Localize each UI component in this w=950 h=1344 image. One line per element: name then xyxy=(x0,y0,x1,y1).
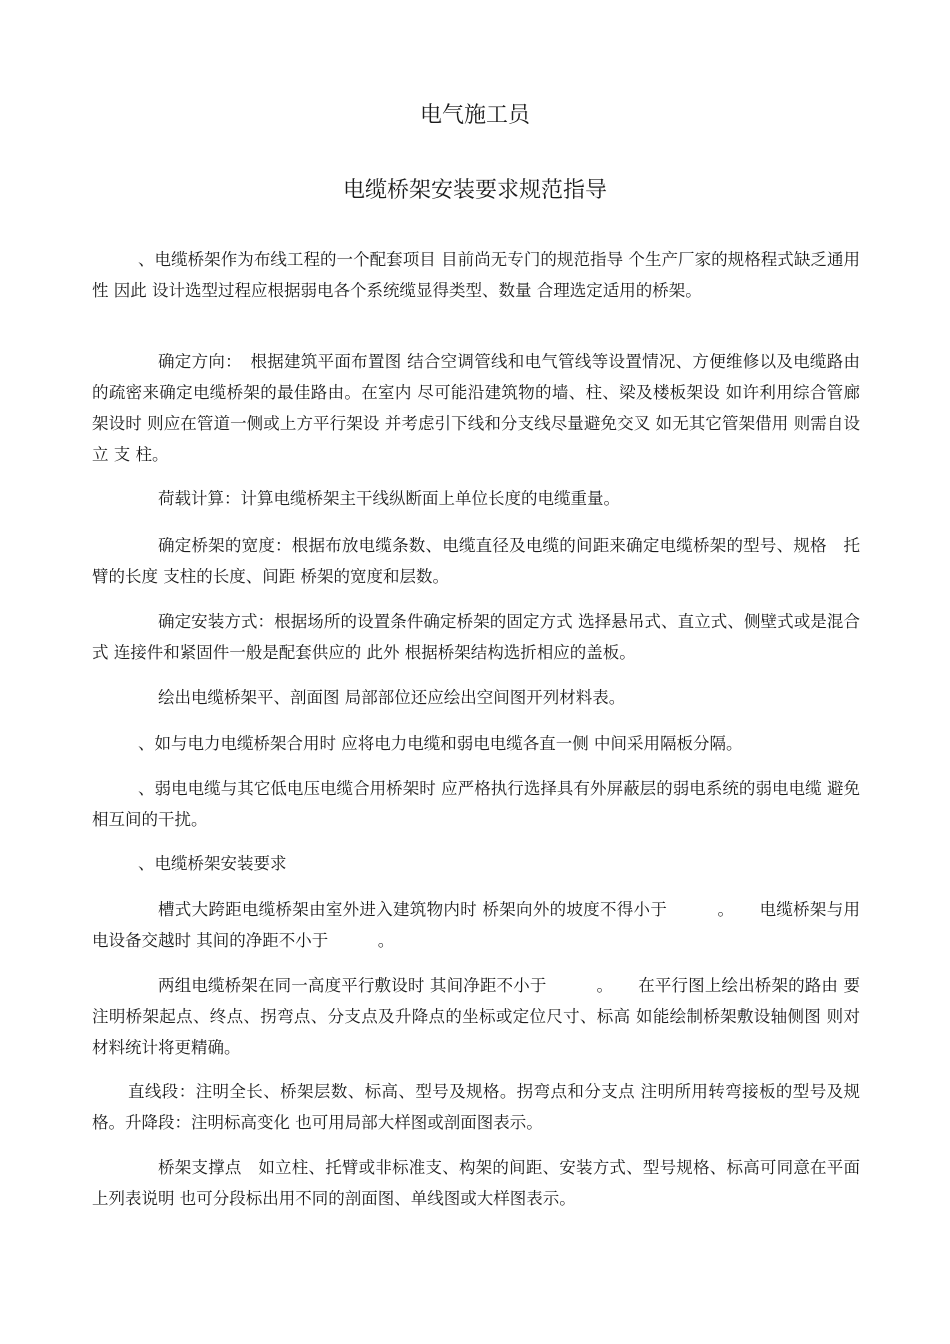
paragraph-2: 确定方向： 根据建筑平面布置图 结合空调管线和电气管线等设置情况、方便维修以及电缆路由的疏密来确定电缆桥架的最佳路由。在室内 尽可能沿建筑物的墙、柱、梁及楼板架设 如许利用综合管廊架设时 则应在管道一侧或上方平行架设 并考虑引下线和分支线尽量避免交叉 如无其它管架借用 则需自设立 支 柱。 xyxy=(92,352,860,464)
paragraph-3: 荷载计算：计算电缆桥架主干线纵断面上单位长度的电缆重量。 xyxy=(158,489,620,508)
paragraph-1: 、电缆桥架作为布线工程的一个配套项目 目前尚无专门的规范指导 个生产厂家的规格程式缺乏通用性 因此 设计选型过程应根据弱电各个系统缆显得类型、数量 合理选定适用的桥架。 xyxy=(92,250,860,300)
page-title: 电气施工员 xyxy=(419,103,530,128)
paragraph-10: 槽式大跨距电缆桥架由室外进入建筑物内时 桥架向外的坡度不得小于 。 电缆桥架与用电设备交越时 其间的净距不小于 。 xyxy=(92,900,860,950)
paragraph-7: 、如与电力电缆桥架合用时 应将电力电缆和弱电电缆各直一侧 中间采用隔板分隔。 xyxy=(138,734,743,753)
paragraph-11: 两组电缆桥架在同一高度平行敷设时 其间净距不小于 。 在平行图上绘出桥架的路由 要注明桥架起点、终点、拐弯点、分支点及升降点的坐标或定位尺寸、标高 如能绘制桥架敷设轴侧图 则对材料统计将更精确。 xyxy=(92,976,860,1057)
paragraph-4: 确定桥架的宽度：根据布放电缆条数、电缆直径及电缆的间距来确定电缆桥架的型号、规格 托臂的长度 支柱的长度、间距 桥架的宽度和层数。 xyxy=(92,536,860,586)
paragraph-8: 、弱电电缆与其它低电压电缆合用桥架时 应严格执行选择具有外屏蔽层的弱电系统的弱电电缆 避免相互间的干扰。 xyxy=(92,779,860,829)
paragraph-13: 桥架支撑点 如立柱、托臂或非标准支、构架的间距、安装方式、型号规格、标高可同意在平面上列表说明 也可分段标出用不同的剖面图、单线图或大样图表示。 xyxy=(92,1158,860,1208)
paragraph-9: 、电缆桥架安装要求 xyxy=(138,854,287,873)
paragraph-12: 直线段：注明全长、桥架层数、标高、型号及规格。拐弯点和分支点 注明所用转弯接板的型号及规格。升降段：注明标高变化 也可用局部大样图或剖面图表示。 xyxy=(92,1082,860,1132)
page-subtitle: 电缆桥架安装要求规范指导 xyxy=(342,178,607,203)
paragraph-5: 确定安装方式：根据场所的设置条件确定桥架的固定方式 选择悬吊式、直立式、侧壁式或是混合式 连接件和紧固件一般是配套供应的 此外 根据桥架结构选折相应的盖板。 xyxy=(92,612,860,662)
paragraph-6: 绘出电缆桥架平、剖面图 局部部位还应绘出空间图开列材料表。 xyxy=(158,688,626,707)
